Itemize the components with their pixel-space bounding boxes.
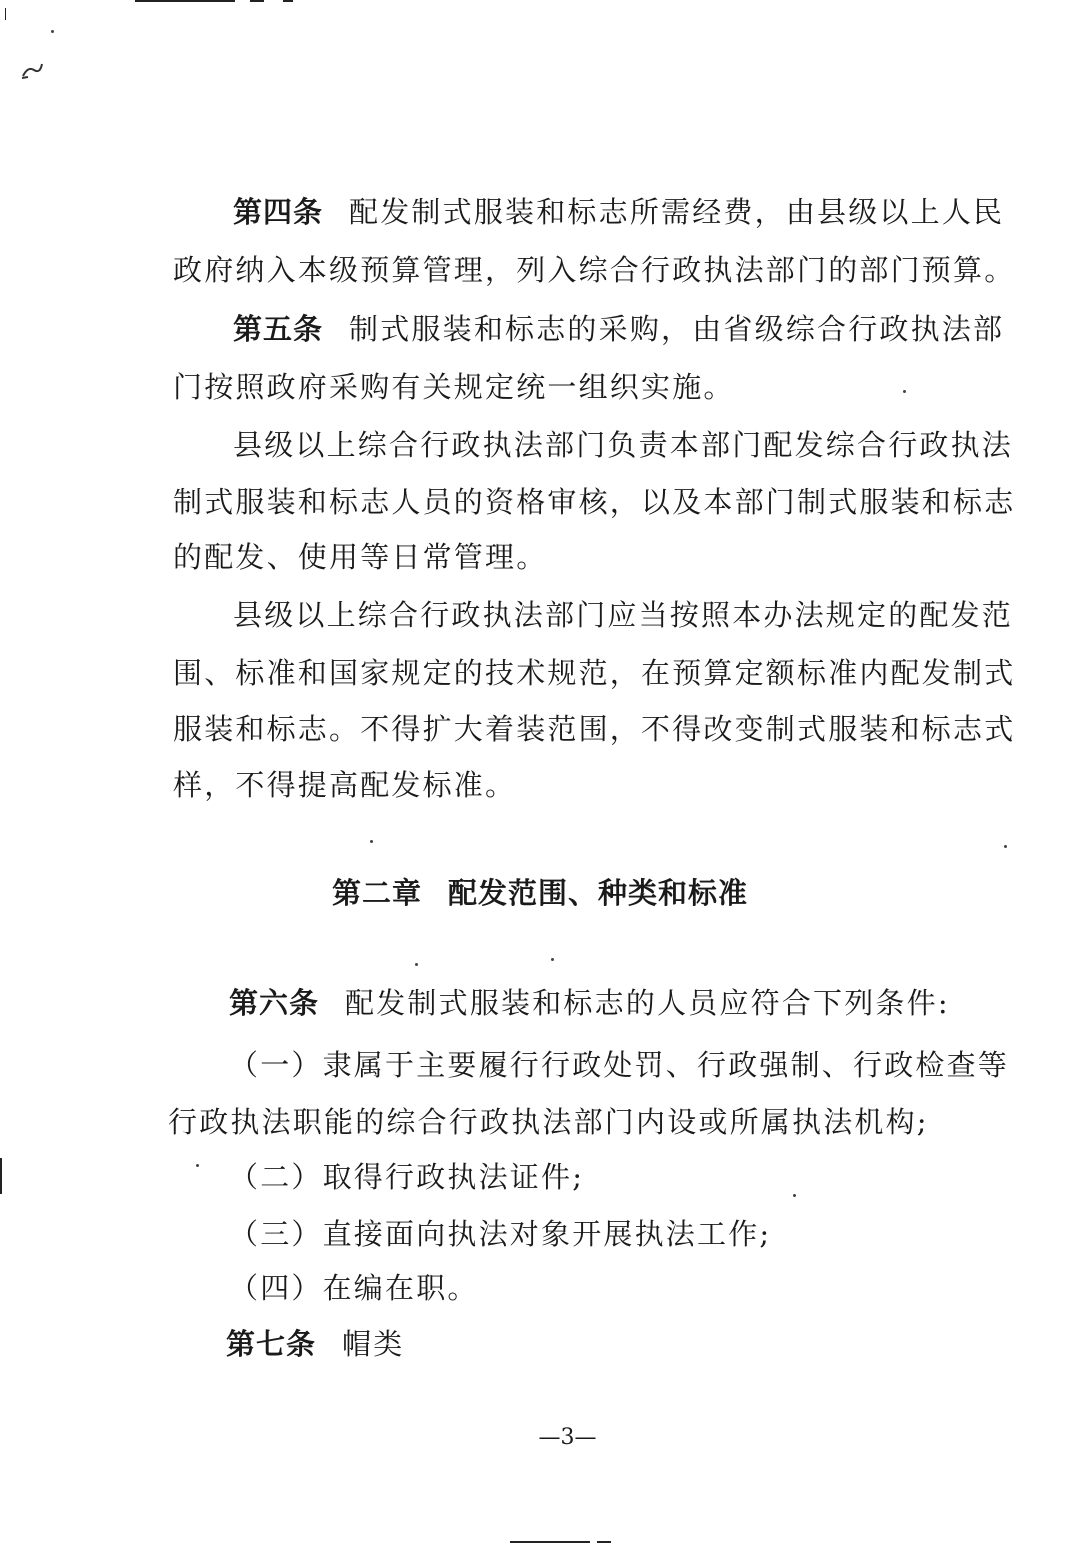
scan-mark-top [135, 0, 235, 2]
article5-line1 [233, 309, 1004, 349]
scan-dot [1004, 845, 1007, 848]
article4-text: 配发制式服装和标志所需经费，由县级以上人民 [349, 195, 1005, 229]
scan-dot [793, 1194, 796, 1197]
scan-mark-top-small [250, 0, 264, 2]
article6-item2: （二）取得行政执法证件; [229, 1160, 585, 1194]
scan-dot [196, 1164, 199, 1167]
article7-heading: 第七条 [226, 1327, 317, 1361]
scan-dot [370, 840, 373, 843]
article6-heading: 第六条 [229, 986, 320, 1020]
scan-dot [903, 390, 906, 393]
chapter-heading [0, 873, 1080, 913]
article6-item1-line1: （一）隶属于主要履行行政处罚、行政强制、行政检查等 [229, 1048, 1010, 1082]
scan-mark-left [0, 1158, 2, 1194]
article5-line2: 门按照政府采购有关规定统一组织实施。 [173, 370, 735, 404]
chapter-number: 第二章 [331, 876, 422, 910]
scan-dot [51, 30, 54, 33]
article7-line1 [226, 1324, 404, 1364]
scan-mark-left-top [5, 8, 6, 20]
article6-item1-line2: 行政执法职能的综合行政执法部门内设或所属执法机构; [168, 1105, 929, 1139]
scan-mark-top-small-2 [283, 0, 293, 2]
scan-mark-bottom-small [597, 1541, 611, 1543]
article6-line1 [229, 983, 950, 1023]
article6-text: 配发制式服装和标志的人员应符合下列条件: [345, 986, 950, 1020]
scan-mark-bottom [510, 1541, 590, 1543]
article4-line2: 政府纳入本级预算管理，列入综合行政执法部门的部门预算。 [173, 253, 1016, 287]
standard-line1: 县级以上综合行政执法部门应当按照本办法规定的配发范 [233, 598, 1014, 632]
chapter-title: 配发范围、种类和标准 [448, 876, 749, 910]
qualification-line1: 县级以上综合行政执法部门负责本部门配发综合行政执法 [233, 428, 1014, 462]
article4-line1 [233, 192, 1004, 232]
page-number: —3— [538, 1425, 597, 1450]
standard-line4: 样，不得提高配发标准。 [173, 768, 517, 802]
article5-heading: 第五条 [233, 312, 324, 346]
article7-text: 帽类 [342, 1327, 405, 1361]
scan-squiggle [20, 60, 46, 82]
scan-dot [551, 958, 554, 961]
standard-line3: 服装和标志。不得扩大着装范围，不得改变制式服装和标志式 [173, 712, 1016, 746]
qualification-line2: 制式服装和标志人员的资格审核，以及本部门制式服装和标志 [173, 485, 1016, 519]
standard-line2: 围、标准和国家规定的技术规范，在预算定额标准内配发制式 [173, 656, 1016, 690]
qualification-line3: 的配发、使用等日常管理。 [173, 540, 548, 574]
article6-item3: （三）直接面向执法对象开展执法工作; [229, 1217, 772, 1251]
article6-item4: （四）在编在职。 [229, 1271, 479, 1305]
scan-dot [415, 963, 418, 966]
article4-heading: 第四条 [233, 195, 324, 229]
article5-text: 制式服装和标志的采购，由省级综合行政执法部 [349, 312, 1005, 346]
